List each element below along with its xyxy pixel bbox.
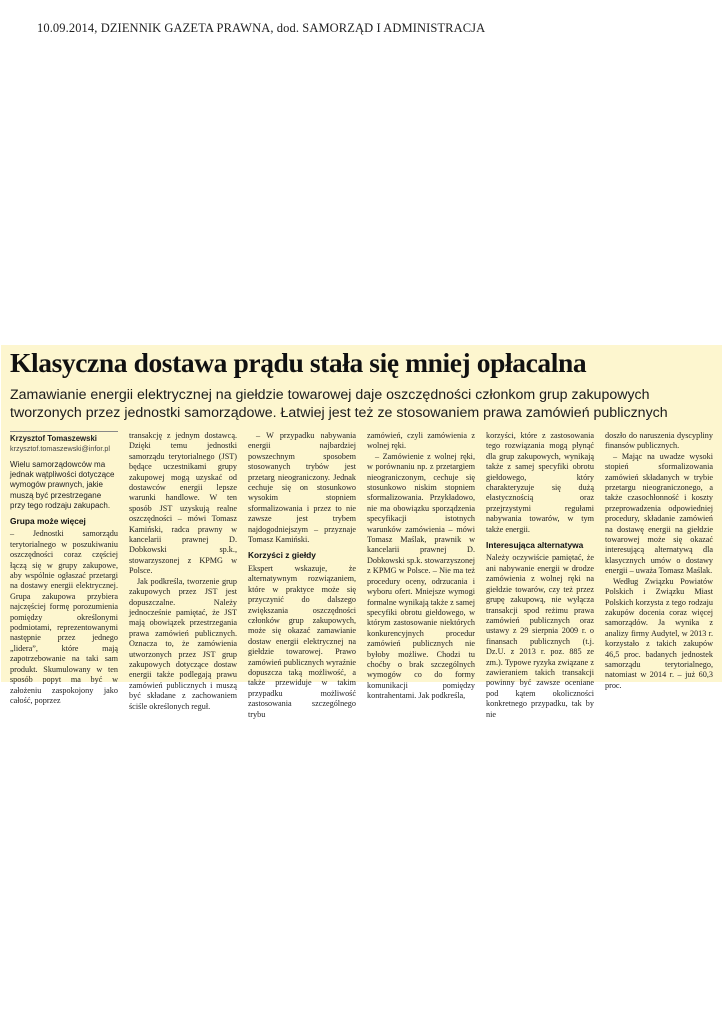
paragraph: – W przypadku nabywania energii najbardziej powszechnym sposobem stosowanych trybów jest przetarg nieograniczony. Jednak cechuje się on stosunkowo wysokim stopniem sformalizowania i przez to nie zawsze jest trybem najdogodniejszym – przyznaje Tomasz Kamiński. [248,431,356,545]
article-intro: Wielu samorządowców ma jednak wątpliwości dotyczące wymogów prawnych, jakie muszą być przestrzegane przy tego rodzaju zakupach. [10,460,115,510]
paragraph: Jak podkreśla, tworzenie grup zakupowych przez JST jest dopuszczalne. Należy jednocześnie pamiętać, że JST mają obowiązek przestrzegania prawa zamówień publicznych. Oznacza to, że zamówienia utworzonych przez JST grup zakupowych dotyczące dostaw energii także podlegają prawu zamówień publicznych i muszą być składane z zachowaniem ściśle określonych reguł. [129,576,237,711]
paragraph: transakcję z jednym dostawcą. Dzięki temu jednostki samorządu terytorialnego (JST) będące uczestnikami grupy zakupowej mogą uzyskać od dostawców energii lepsze warunki handlowe. W ten sposób JST uzyskują realne oszczędności – mówi Tomasz Kamiński, radca prawny w kancelarii prawnej D. Dobkowski sp.k., stowarzyszonej z KPMG w Polsce. [129,431,237,576]
publication-header: 10.09.2014, DZIENNIK GAZETA PRAWNA, dod. SAMORZĄD I ADMINISTRACJA [37,21,486,35]
article-column-5 [486,431,594,719]
section-heading-alternatywa: Interesująca alternatywa [486,540,584,551]
byline [10,431,118,453]
paragraph: Należy oczywiście pamiętać, że ani nabywanie energii w drodze zamówienia z wolnej ręki na giełdzie towarów, czy też przez grupę zakupową, nie wyłącza transakcji spod reżimu prawa zamówień publicznych oraz ustawy z 29 sierpnia 2009 r. o finansach publicznych (t.j. Dz.U. z 2013 r. poz. 885 ze zm.). Typowe ryzyka związane z zawieraniem takich transakcji powinny być zawsze oceniane pod kątem okoliczności konkretnego przypadku, tak by nie [486,553,594,719]
paragraph: – Mając na uwadze wysoki stopień sformalizowania zamówień składanych w trybie przetargu nieograniczonego, a także czasochłonność i koszty przeprowadzenia odpowiedniej procedury, składanie zamówień na dostawę energii na giełdzie towarowej może się okazać interesującą alternatywą dla klasycznych umów o dostawy energii – uważa Tomasz Maślak. [605,451,713,576]
article-column-2 [129,431,237,711]
article-clipping [1,345,722,719]
article-column-3 [248,431,356,719]
paragraph: korzyści, które z zastosowania tego rozwiązania mogą płynąć dla grup zakupowych, wynikają także z samej specyfiki obrotu giełdowego, który charakteryzuje się dużą elastycznością oraz przejrzystymi regułami nabywania towarów, w tym także energii. [486,431,594,534]
article-columns [10,431,714,719]
paragraph: doszło do naruszenia dyscypliny finansów publicznych. [605,431,713,451]
article-column-1 [10,431,118,705]
paragraph: zamówień, czyli zamówienia z wolnej ręki. [367,431,475,451]
article-column-6 [605,431,713,690]
article-lead: Zamawianie energii elektrycznej na giełdzie towarowej daje oszczędności członkom grup zakupowych tworzonych przez jednostki samorządowe. Łatwiej jest też ze stosowaniem prawa zamówień publicznych [10,387,668,421]
paragraph: – Jednostki samorządu terytorialnego w poszukiwaniu oszczędności coraz częściej łączą się w grupy zakupowe, aby wspólnie ogłaszać przetargi na dostawy energii elektrycznej. Grupa zakupowa przybiera najczęściej formę porozumienia pomiędzy określonymi podmiotami, reprezentowanymi następnie przez jednego „lidera”, które mają zapotrzebowanie na taki sam produkt. Skumulowany w ten sposób popyt ma być w założeniu zaspokojony jako całość, poprzez [10,529,118,705]
article-column-4 [367,431,475,701]
article-headline: Klasyczna dostawa prądu stała się mniej opłacalna [10,347,587,378]
paragraph: – Zamówienie z wolnej ręki, w porównaniu np. z przetargiem nieograniczonym, cechuje się stosunkowo niskim stopniem sformalizowania. Przykładowo, nie ma obowiązku sporządzenia specyfikacji istotnych warunków zamówienia – mówi Tomasz Maślak, prawnik w kancelarii prawnej D. Dobkowski sp.k. stowarzyszonej z KPMG w Polsce. – Nie ma też procedury oceny, odrzucania i wyboru ofert. Mniejsze wymogi formalne wynikają także z samej specyfiki obrotu giełdowego, w którym zastosowanie niektórych konkurencyjnych procedur zamówień publicznych nie byłoby możliwe. Chodzi tu choćby o brak szczególnych wymogów co do formy komunikacji pomiędzy kontrahentami. Jak podkreśla, [367,451,475,701]
paragraph: Według Związku Powiatów Polskich i Związku Miast Polskich korzysta z tego rodzaju zakupów docenia coraz więcej samorządów. Ja wynika z analizy firmy Audytel, w 2013 r. korzystało z takich zakupów 46,5 proc. badanych jednostek samorządu terytorialnego, natomiast w 2014 r. – już 60,3 proc. [605,576,713,690]
paragraph: Ekspert wskazuje, że alternatywnym rozwiązaniem, które w praktyce może się przyczynić do dalszego zwiększania oszczędności członków grup zakupowych, może się okazać zamawianie dostaw energii elektrycznej na giełdzie towarowej. Prawo zamówień publicznych wyraźnie dopuszcza taką możliwość, a także przewiduje w takim przypadku możliwość zastosowania szczególnego trybu [248,563,356,719]
author-email[interactable]: krzysztof.tomaszewski@infor.pl [10,444,110,453]
section-heading-grupa: Grupa może więcej [10,516,86,527]
author-name: Krzysztof Tomaszewski [10,434,97,443]
section-heading-korzysci: Korzyści z giełdy [248,550,316,561]
